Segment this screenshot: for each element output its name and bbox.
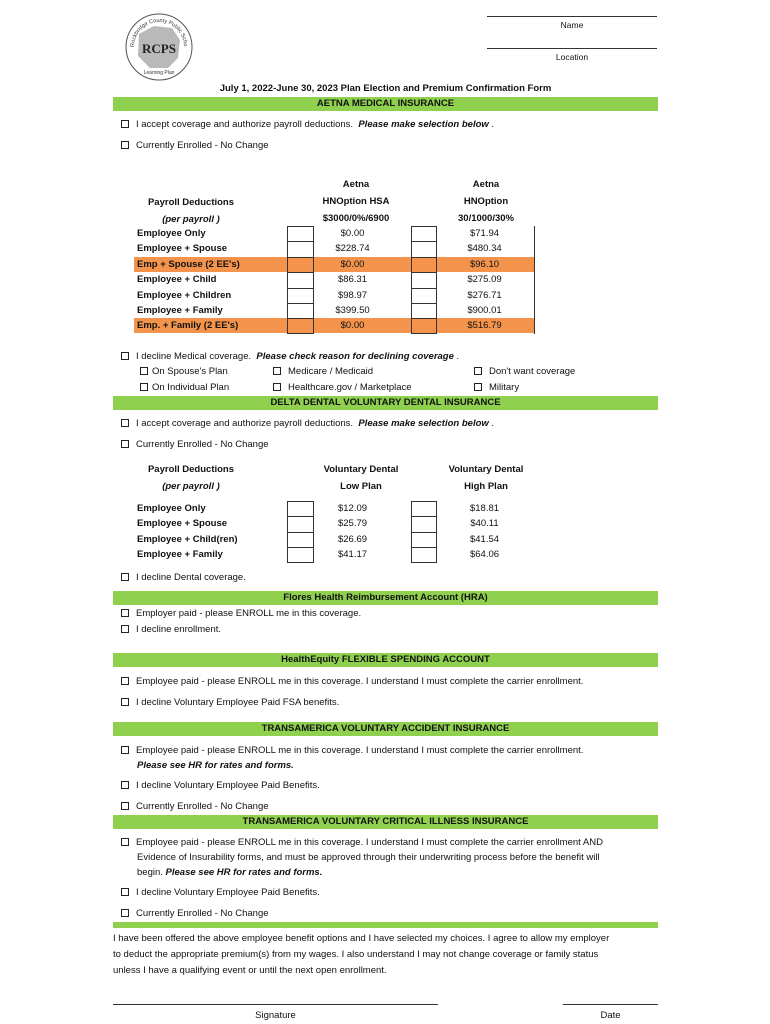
row-label: Employee + Child(ren) (137, 533, 238, 545)
selection-box-divider (287, 303, 314, 304)
plan1-premium: $0.00 (340, 228, 365, 239)
checkbox[interactable] (121, 352, 129, 360)
medical-heading: AETNA MEDICAL INSURANCE (113, 97, 658, 111)
reason-marketplace[interactable]: Healthcare.gov / Marketplace (273, 382, 412, 393)
plan2-premium: $40.11 (470, 518, 499, 530)
name-label: Name (560, 20, 584, 30)
hra-decline-option[interactable]: I decline enrollment. (121, 624, 221, 635)
accident-enrolled-option[interactable]: Currently Enrolled - No Change (121, 801, 269, 812)
checkbox[interactable] (121, 440, 129, 448)
plan2-premium: $41.54 (469, 533, 500, 545)
selection-box-divider (411, 257, 437, 258)
plan2-premium: $18.81 (469, 503, 500, 514)
selection-box-divider (287, 532, 314, 533)
table-border (534, 226, 535, 334)
table-row (134, 226, 535, 241)
row-label: Employee Only (137, 228, 206, 239)
dental-col-label: Payroll Deductions (per payroll ) (147, 464, 235, 492)
plan2-premium: $96.10 (469, 258, 500, 270)
selection-box-divider (287, 516, 314, 517)
plan2-premium: $900.01 (467, 305, 502, 316)
signature-field[interactable]: Signature (113, 1004, 438, 1021)
row-label: Employee Only (137, 503, 206, 514)
table-row (134, 257, 535, 272)
plan1-premium: $0.00 (340, 320, 365, 332)
fsa-enroll-option[interactable]: Employee paid - please ENROLL me in this coverage. I understand I must complete the carrier enrollment. (121, 676, 583, 687)
fsa-decline-option[interactable]: I decline Voluntary Employee Paid FSA benefits. (121, 697, 339, 708)
table-row (134, 547, 535, 562)
plan1-premium: $86.31 (337, 274, 368, 286)
selection-box-divider (411, 532, 437, 533)
medical-plan2-header: Aetna HNOption 30/1000/30% (458, 179, 514, 224)
date-field[interactable]: Date (563, 1004, 658, 1021)
reason-individual[interactable]: On Individual Plan (140, 382, 229, 393)
selection-box-divider (287, 547, 314, 548)
table-row (134, 318, 535, 333)
medical-decline-option[interactable]: I decline Medical coverage. Please check reason for declining coverage . (121, 351, 459, 362)
selection-box-divider (411, 241, 437, 242)
name-line[interactable] (487, 16, 657, 17)
plan1-premium: $26.69 (337, 533, 368, 545)
plan2-premium: $71.94 (469, 228, 500, 239)
plan2-premium: $516.79 (467, 320, 502, 332)
critical-heading: TRANSAMERICA VOLUNTARY CRITICAL ILLNESS INSURANCE (113, 815, 658, 829)
plan1-premium: $399.50 (335, 305, 370, 316)
selection-box-divider (287, 241, 314, 242)
location-line[interactable] (487, 48, 657, 49)
plan1-premium: $228.74 (335, 243, 370, 255)
selection-box-divider (287, 272, 314, 273)
reason-spouse[interactable]: On Spouse's Plan (140, 366, 228, 377)
medical-col-label: Payroll Deductions (per payroll ) (147, 197, 235, 225)
critical-enroll-line3: begin. Please see HR for rates and forms. (137, 867, 323, 878)
plan2-premium: $276.71 (467, 289, 502, 301)
dental-heading: DELTA DENTAL VOLUNTARY DENTAL INSURANCE (113, 396, 658, 410)
selection-box-divider (287, 318, 314, 319)
medical-accept-option[interactable]: I accept coverage and authorize payroll deductions. Please make selection below . (121, 119, 494, 130)
attestation-text: I have been offered the above employee benefit options and I have selected my choices. I agree to allow my employer to deduct the appropriate premium(s) from my wages. I also understand I may not change coverage or family status unless I have a qualifying event or until the next open enrollment. (113, 933, 610, 976)
logo-text-bottom: Learning Plan (143, 70, 175, 76)
plan2-premium: $64.06 (469, 549, 500, 561)
selection-box-divider (287, 257, 314, 258)
critical-decline-option[interactable]: I decline Voluntary Employee Paid Benefits. (121, 887, 320, 898)
row-label: Employee + Family (137, 549, 223, 561)
dental-plan2-header: Voluntary Dental High Plan (448, 464, 524, 492)
row-label: Employee + Children (137, 289, 232, 301)
table-row (134, 532, 535, 547)
checkbox[interactable] (121, 120, 129, 128)
form-title: July 1, 2022-June 30, 2023 Plan Election and Premium Confirmation Form (219, 83, 552, 94)
plan1-premium: $12.09 (337, 503, 368, 514)
accident-decline-option[interactable]: I decline Voluntary Employee Paid Benefits. (121, 780, 320, 791)
logo-text-top: Rockbridge County Public Scho (129, 17, 189, 48)
district-logo (124, 12, 194, 82)
table-row (134, 501, 535, 516)
reason-medicare[interactable]: Medicare / Medicaid (273, 366, 373, 377)
table-row (134, 288, 535, 303)
checkbox[interactable] (121, 573, 129, 581)
logo-initials: RCPS (142, 41, 176, 56)
location-label: Location (555, 52, 589, 62)
table-row (134, 303, 535, 318)
checkbox[interactable] (121, 141, 129, 149)
reason-military[interactable]: Military (474, 382, 519, 393)
table-row (134, 516, 535, 531)
plan1-premium: $25.79 (337, 518, 368, 530)
reason-dont-want[interactable]: Don't want coverage (474, 366, 575, 377)
selection-box-divider (411, 318, 437, 319)
row-label: Emp + Spouse (2 EE's) (137, 258, 240, 270)
selection-box-divider (287, 288, 314, 289)
hra-enroll-option[interactable]: Employer paid - please ENROLL me in this coverage. (121, 608, 361, 619)
critical-enrolled-option[interactable]: Currently Enrolled - No Change (121, 908, 269, 919)
row-label: Employee + Spouse (137, 518, 228, 530)
plan1-premium: $41.17 (337, 549, 368, 561)
table-row (134, 272, 535, 287)
critical-enroll-line2: Evidence of Insurability forms, and must be approved through their underwriting process before the benefit will (137, 852, 600, 863)
selection-box-divider (411, 516, 437, 517)
plan2-premium: $275.09 (467, 274, 502, 286)
selection-box-divider (411, 547, 437, 548)
accident-heading: TRANSAMERICA VOLUNTARY ACCIDENT INSURANCE (113, 722, 658, 736)
row-label: Employee + Child (137, 274, 217, 286)
critical-enroll-option[interactable]: Employee paid - please ENROLL me in this coverage. I understand I must complete the carrier enrollment AND (121, 837, 603, 848)
accident-enroll-option[interactable]: Employee paid - please ENROLL me in this coverage. I understand I must complete the carrier enrollment. (121, 745, 583, 756)
row-label: Employee + Family (137, 305, 223, 316)
dental-plan1-header: Voluntary Dental Low Plan (323, 464, 399, 492)
selection-box-divider (411, 272, 437, 273)
dental-decline-option[interactable]: I decline Dental coverage. (121, 572, 246, 583)
dental-enrolled-option[interactable]: Currently Enrolled - No Change (121, 439, 269, 450)
hra-heading: Flores Health Reimbursement Account (HRA) (113, 591, 658, 605)
row-label: Emp. + Family (2 EE's) (137, 320, 239, 332)
dental-accept-option[interactable]: I accept coverage and authorize payroll deductions. Please make selection below . (121, 418, 494, 429)
medical-plan1-header: Aetna HNOption HSA $3000/0%/6900 (322, 179, 390, 224)
selection-box-divider (411, 288, 437, 289)
section-divider (113, 922, 658, 928)
checkbox[interactable] (121, 419, 129, 427)
table-row (134, 241, 535, 256)
row-label: Employee + Spouse (137, 243, 228, 255)
accident-note: Please see HR for rates and forms. (137, 760, 294, 771)
fsa-heading: HealthEquity FLEXIBLE SPENDING ACCOUNT (113, 653, 658, 667)
plan1-premium: $98.97 (337, 289, 368, 301)
plan2-premium: $480.34 (467, 243, 502, 255)
medical-enrolled-option[interactable]: Currently Enrolled - No Change (121, 140, 269, 151)
plan1-premium: $0.00 (340, 258, 365, 270)
selection-box-divider (411, 303, 437, 304)
